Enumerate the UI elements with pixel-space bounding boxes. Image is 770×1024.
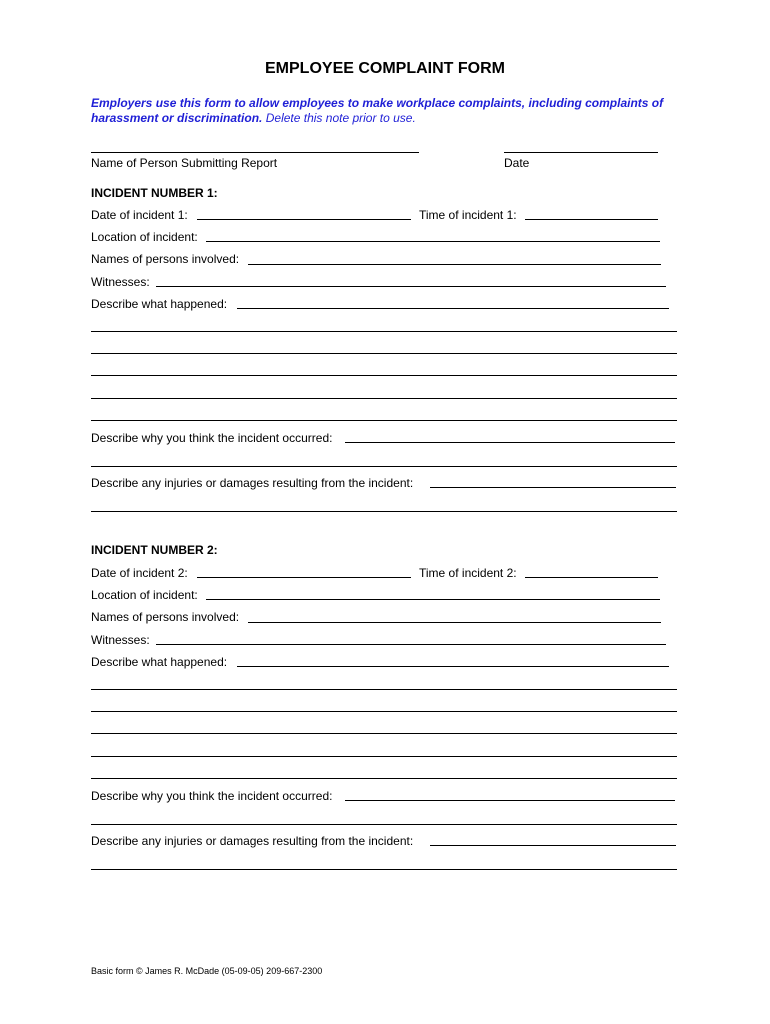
incident-1-what-line-5[interactable] [91,420,677,421]
page-title: EMPLOYEE COMPLAINT FORM [265,60,505,77]
incident-1-what-label: Describe what happened: [91,297,228,311]
incident-1-why-line-1[interactable] [91,466,677,467]
incident-2-persons-field[interactable] [248,622,661,623]
incident-2-injuries-field[interactable] [430,845,676,846]
incident-1-what-line-4[interactable] [91,398,677,399]
incident-2-injuries-label: Describe any injuries or damages resulting from the incident: [91,834,414,848]
usage-note-delete: Delete this note prior to use. [265,110,416,125]
incident-1-what-line-3[interactable] [91,375,677,376]
incident-2-date-label: Date of incident 2: [91,566,188,580]
usage-note [91,96,691,125]
incident-1-date-label: Date of incident 1: [91,208,188,222]
incident-2-why-field[interactable] [345,800,675,801]
incident-1-time-label: Time of incident 1: [419,208,517,222]
footer-copyright: Basic form © James R. McDade (05-09-05) 209-667-2300 [91,966,323,976]
incident-1-time-field[interactable] [525,219,658,220]
incident-2-time-label: Time of incident 2: [419,566,517,580]
date-label: Date [504,156,530,170]
name-label: Name of Person Submitting Report [91,156,278,170]
incident-1-what-line-1[interactable] [91,331,677,332]
incident-2-what-field[interactable] [237,666,669,667]
incident-1-why-label: Describe why you think the incident occurred: [91,431,333,445]
incident-2-what-line-3[interactable] [91,733,677,734]
incident-1-injuries-field[interactable] [430,487,676,488]
incident-1-what-field[interactable] [237,308,669,309]
incident-1-why-field[interactable] [345,442,675,443]
incident-1-persons-field[interactable] [248,264,661,265]
incident-2-what-line-2[interactable] [91,711,677,712]
incident-2-witnesses-field[interactable] [156,644,666,645]
incident-2-why-line-1[interactable] [91,824,677,825]
incident-1-heading: INCIDENT NUMBER 1: [91,186,218,200]
incident-2-date-field[interactable] [197,577,411,578]
incident-1-what-line-2[interactable] [91,353,677,354]
incident-2-witnesses-label: Witnesses: [91,633,150,647]
incident-1-location-field[interactable] [206,241,660,242]
incident-2-why-label: Describe why you think the incident occurred: [91,789,333,803]
incident-1-witnesses-label: Witnesses: [91,275,150,289]
name-field[interactable] [91,152,419,153]
incident-2-injuries-line-1[interactable] [91,869,677,870]
usage-note-bold: Employers use this form to allow employees to make workplace complaints, including complaints of harassment or discrimination. [91,96,664,125]
incident-1-witnesses-field[interactable] [156,286,666,287]
incident-2-what-line-1[interactable] [91,689,677,690]
incident-1-location-label: Location of incident: [91,230,198,244]
incident-1-date-field[interactable] [197,219,411,220]
incident-2-persons-label: Names of persons involved: [91,610,240,624]
date-field[interactable] [504,152,658,153]
incident-2-location-field[interactable] [206,599,660,600]
incident-2-heading: INCIDENT NUMBER 2: [91,543,218,557]
incident-2-what-label: Describe what happened: [91,655,228,669]
incident-1-injuries-line-1[interactable] [91,511,677,512]
incident-2-location-label: Location of incident: [91,588,198,602]
incident-1-persons-label: Names of persons involved: [91,252,240,266]
incident-2-what-line-4[interactable] [91,756,677,757]
incident-2-what-line-5[interactable] [91,778,677,779]
incident-1-injuries-label: Describe any injuries or damages resulting from the incident: [91,476,414,490]
incident-2-time-field[interactable] [525,577,658,578]
